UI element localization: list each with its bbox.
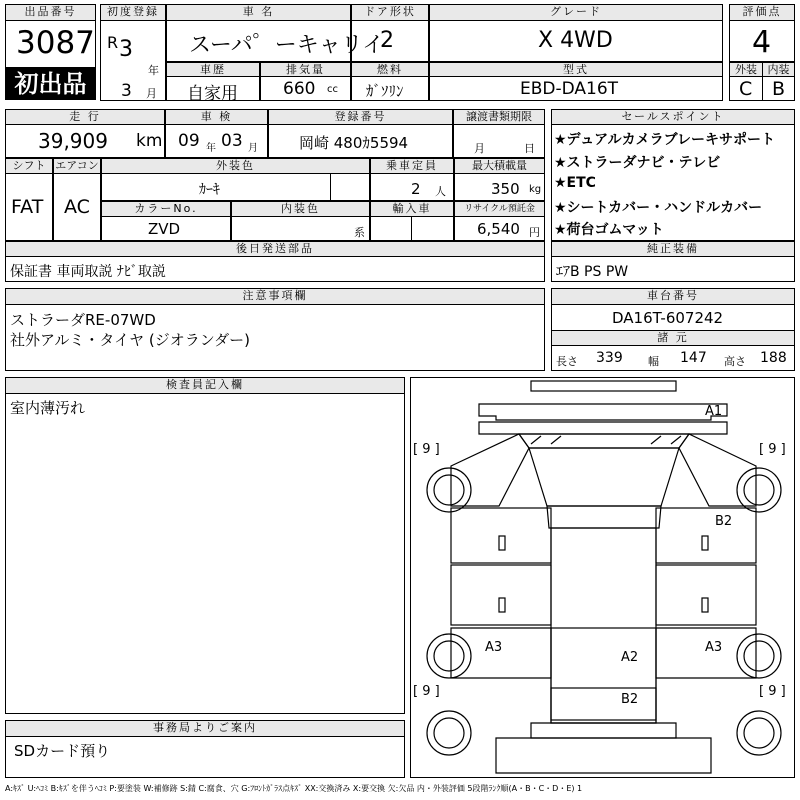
registration-month: 3	[121, 81, 132, 101]
mileage-label: 走 行	[5, 109, 165, 125]
office-notice-label: 事務局よりご案内	[5, 720, 405, 737]
color-no-label: カラーNo.	[101, 201, 231, 217]
doors: 2	[380, 28, 394, 53]
model: EBD-DA16T	[520, 79, 619, 99]
sales-points-label: セールスポイント	[551, 109, 795, 125]
interior-color-label: 内装色	[231, 201, 370, 217]
recycle: 6,540	[477, 220, 520, 238]
interior-grade-cell	[762, 76, 795, 101]
car-name-label: 車 名	[166, 4, 351, 21]
grade-cell	[429, 20, 723, 62]
color-no-cell	[101, 216, 231, 241]
tire-tread-tag: [ 9 ]	[759, 684, 786, 699]
history-label: 車歴	[166, 62, 260, 77]
plate-cell	[268, 124, 453, 158]
note-line: 社外アルミ・タイヤ (ジオランダー)	[10, 331, 250, 349]
damage-mark: B2	[621, 692, 639, 707]
displacement: 660	[283, 79, 316, 99]
transfer-deadline-label: 譲渡書類期限	[453, 109, 545, 125]
fuel: ｶﾞｿﾘﾝ	[366, 82, 404, 100]
displacement-unit: cc	[327, 84, 338, 95]
sales-point-item: ★荷台ゴムマット	[554, 222, 664, 238]
shift-label: シフト	[5, 158, 53, 174]
max-load-label: 最大積載量	[454, 158, 545, 174]
equipment: ｴｱB PS PW	[556, 264, 629, 280]
exterior-grade: C	[739, 78, 753, 100]
car-name: スーパ゜ーキャリイ	[189, 33, 385, 58]
transfer-month-unit: 月	[474, 142, 485, 155]
ac-label: エアコン	[53, 158, 101, 174]
capacity-cell	[370, 173, 454, 201]
first-registration-label: 初度登録	[100, 4, 166, 21]
mileage: 39,909	[38, 129, 108, 153]
capacity-unit: 人	[435, 185, 446, 198]
interior-color-cell	[231, 216, 370, 241]
plate: 岡崎 480ｶ5594	[299, 134, 409, 152]
damage-mark: B2	[715, 514, 733, 529]
tire-tread-tag: [ 9 ]	[759, 442, 786, 457]
door-cell	[351, 20, 429, 62]
sales-points-box	[551, 124, 795, 241]
height-value: 188	[760, 350, 787, 366]
sales-point-item: ★シートカバー・ハンドルカバー	[554, 200, 763, 216]
max-load-unit: kg	[529, 184, 542, 195]
lot-number-cell	[5, 20, 96, 68]
score: 4	[752, 25, 772, 60]
year-unit: 年	[148, 64, 159, 77]
plate-label: 登録番号	[268, 109, 453, 125]
sales-point-item: ★ストラーダナビ・テレビ	[554, 155, 721, 171]
inspection-cell	[165, 124, 268, 158]
interior-grade: B	[772, 78, 786, 100]
height-label: 高さ	[724, 355, 746, 368]
history-cell	[166, 76, 260, 104]
mileage-unit: km	[136, 131, 163, 151]
inspector-notes-label: 検査員記入欄	[5, 377, 405, 394]
later-parts-cell	[5, 256, 545, 282]
first-listing-badge: 初出品	[5, 68, 96, 100]
score-label: 評価点	[729, 4, 795, 21]
transfer-deadline-cell	[453, 124, 545, 158]
damage-mark: A3	[705, 640, 723, 655]
first-registration-cell	[100, 20, 166, 101]
car-name-cell	[166, 20, 385, 62]
inspection-month: 03	[221, 131, 243, 151]
exterior-grade-label: 外装	[729, 62, 763, 77]
chassis-number: DA16T-607242	[612, 309, 724, 327]
grade: X 4WD	[538, 28, 613, 53]
inspector-notes-box	[5, 393, 405, 714]
lot-number-label: 出品番号	[5, 4, 96, 21]
recycle-unit: 円	[529, 226, 540, 239]
import-cell-a	[370, 216, 412, 241]
registration-year: 3	[119, 37, 133, 62]
sales-point-item: ★デュアルカメラブレーキサポート	[554, 132, 776, 148]
displacement-cell	[260, 76, 351, 101]
office-notice: SDカード預り	[14, 742, 111, 760]
model-label: 型式	[429, 62, 723, 77]
month-unit: 月	[146, 87, 157, 100]
exterior-color-extra-cell	[330, 173, 370, 201]
inspection-year: 09	[178, 131, 200, 151]
recycle-label: リサイクル預託金	[454, 201, 545, 217]
damage-mark: A1	[705, 404, 723, 419]
office-notice-box	[5, 736, 405, 778]
chassis-number-label: 車台番号	[551, 288, 795, 305]
score-cell	[729, 20, 795, 62]
transfer-day-unit: 日	[524, 142, 535, 155]
inspection-year-unit: 年	[206, 143, 216, 154]
model-cell	[429, 76, 723, 101]
grade-label: グレード	[429, 4, 723, 21]
inspection-month-unit: 月	[248, 143, 258, 154]
history: 自家用	[187, 84, 238, 104]
capacity-label: 乗車定員	[370, 158, 454, 174]
notes-box	[5, 304, 545, 371]
specs-cell	[551, 345, 795, 371]
mileage-cell	[5, 124, 165, 158]
width-value: 147	[680, 350, 707, 366]
specs-label: 諸 元	[551, 330, 795, 346]
max-load-cell	[454, 173, 545, 201]
fuel-cell	[351, 76, 429, 101]
capacity: 2	[411, 180, 421, 198]
era: R	[107, 33, 119, 52]
interior-grade-label: 内装	[762, 62, 795, 77]
color-no: ZVD	[148, 220, 181, 238]
inspector-note: 室内薄汚れ	[10, 399, 86, 417]
ac-cell	[53, 173, 101, 241]
later-parts: 保証書 車両取説 ﾅﾋﾞ取説	[10, 264, 166, 280]
inspection-label: 車 検	[165, 109, 268, 125]
vehicle-diagram	[410, 377, 795, 778]
shift-cell	[5, 173, 53, 241]
later-parts-label: 後日発送部品	[5, 241, 545, 257]
recycle-cell	[454, 216, 545, 241]
vehicle-outline	[411, 378, 796, 779]
damage-mark: A3	[485, 640, 503, 655]
import-label: 輸入車	[370, 201, 454, 217]
tire-tread-tag: [ 9 ]	[413, 442, 440, 457]
shift: FAT	[11, 196, 44, 218]
damage-mark: A2	[621, 650, 639, 665]
exterior-grade-cell	[729, 76, 763, 101]
exterior-color: ｶｰｷ	[199, 182, 220, 198]
notes-label: 注意事項欄	[5, 288, 545, 305]
displacement-label: 排気量	[260, 62, 351, 77]
ac: AC	[64, 196, 90, 218]
exterior-color-label: 外装色	[101, 158, 370, 174]
import-cell-b	[411, 216, 454, 241]
note-line: ストラーダRE-07WD	[10, 311, 156, 329]
length-value: 339	[596, 350, 623, 366]
interior-color-unit: 系	[354, 226, 365, 239]
exterior-color-cell	[101, 173, 331, 201]
max-load: 350	[491, 180, 520, 198]
chassis-number-cell	[551, 304, 795, 331]
door-label: ドア形状	[351, 4, 429, 21]
length-label: 長さ	[556, 355, 578, 368]
lot-number: 3087	[16, 25, 95, 61]
fuel-label: 燃料	[351, 62, 429, 77]
width-label: 幅	[648, 355, 659, 368]
legend: A:ｷｽﾞ U:ﾍｺﾐ B:ｷｽﾞを伴うﾍｺﾐ P:要塗装 W:補修跡 S:錆 C:腐食、穴 G:ﾌﾛﾝﾄｶﾞﾗｽ点ｷｽﾞ XX:交換済み X:要交換 欠:欠品 内・外装評価 5段階ﾗﾝｸ順(A・B・C・D・E) 1	[5, 784, 583, 793]
equipment-label: 純正装備	[551, 241, 795, 257]
tire-tread-tag: [ 9 ]	[413, 684, 440, 699]
sales-point-item: ★ETC	[554, 175, 596, 191]
equipment-cell	[551, 256, 795, 282]
